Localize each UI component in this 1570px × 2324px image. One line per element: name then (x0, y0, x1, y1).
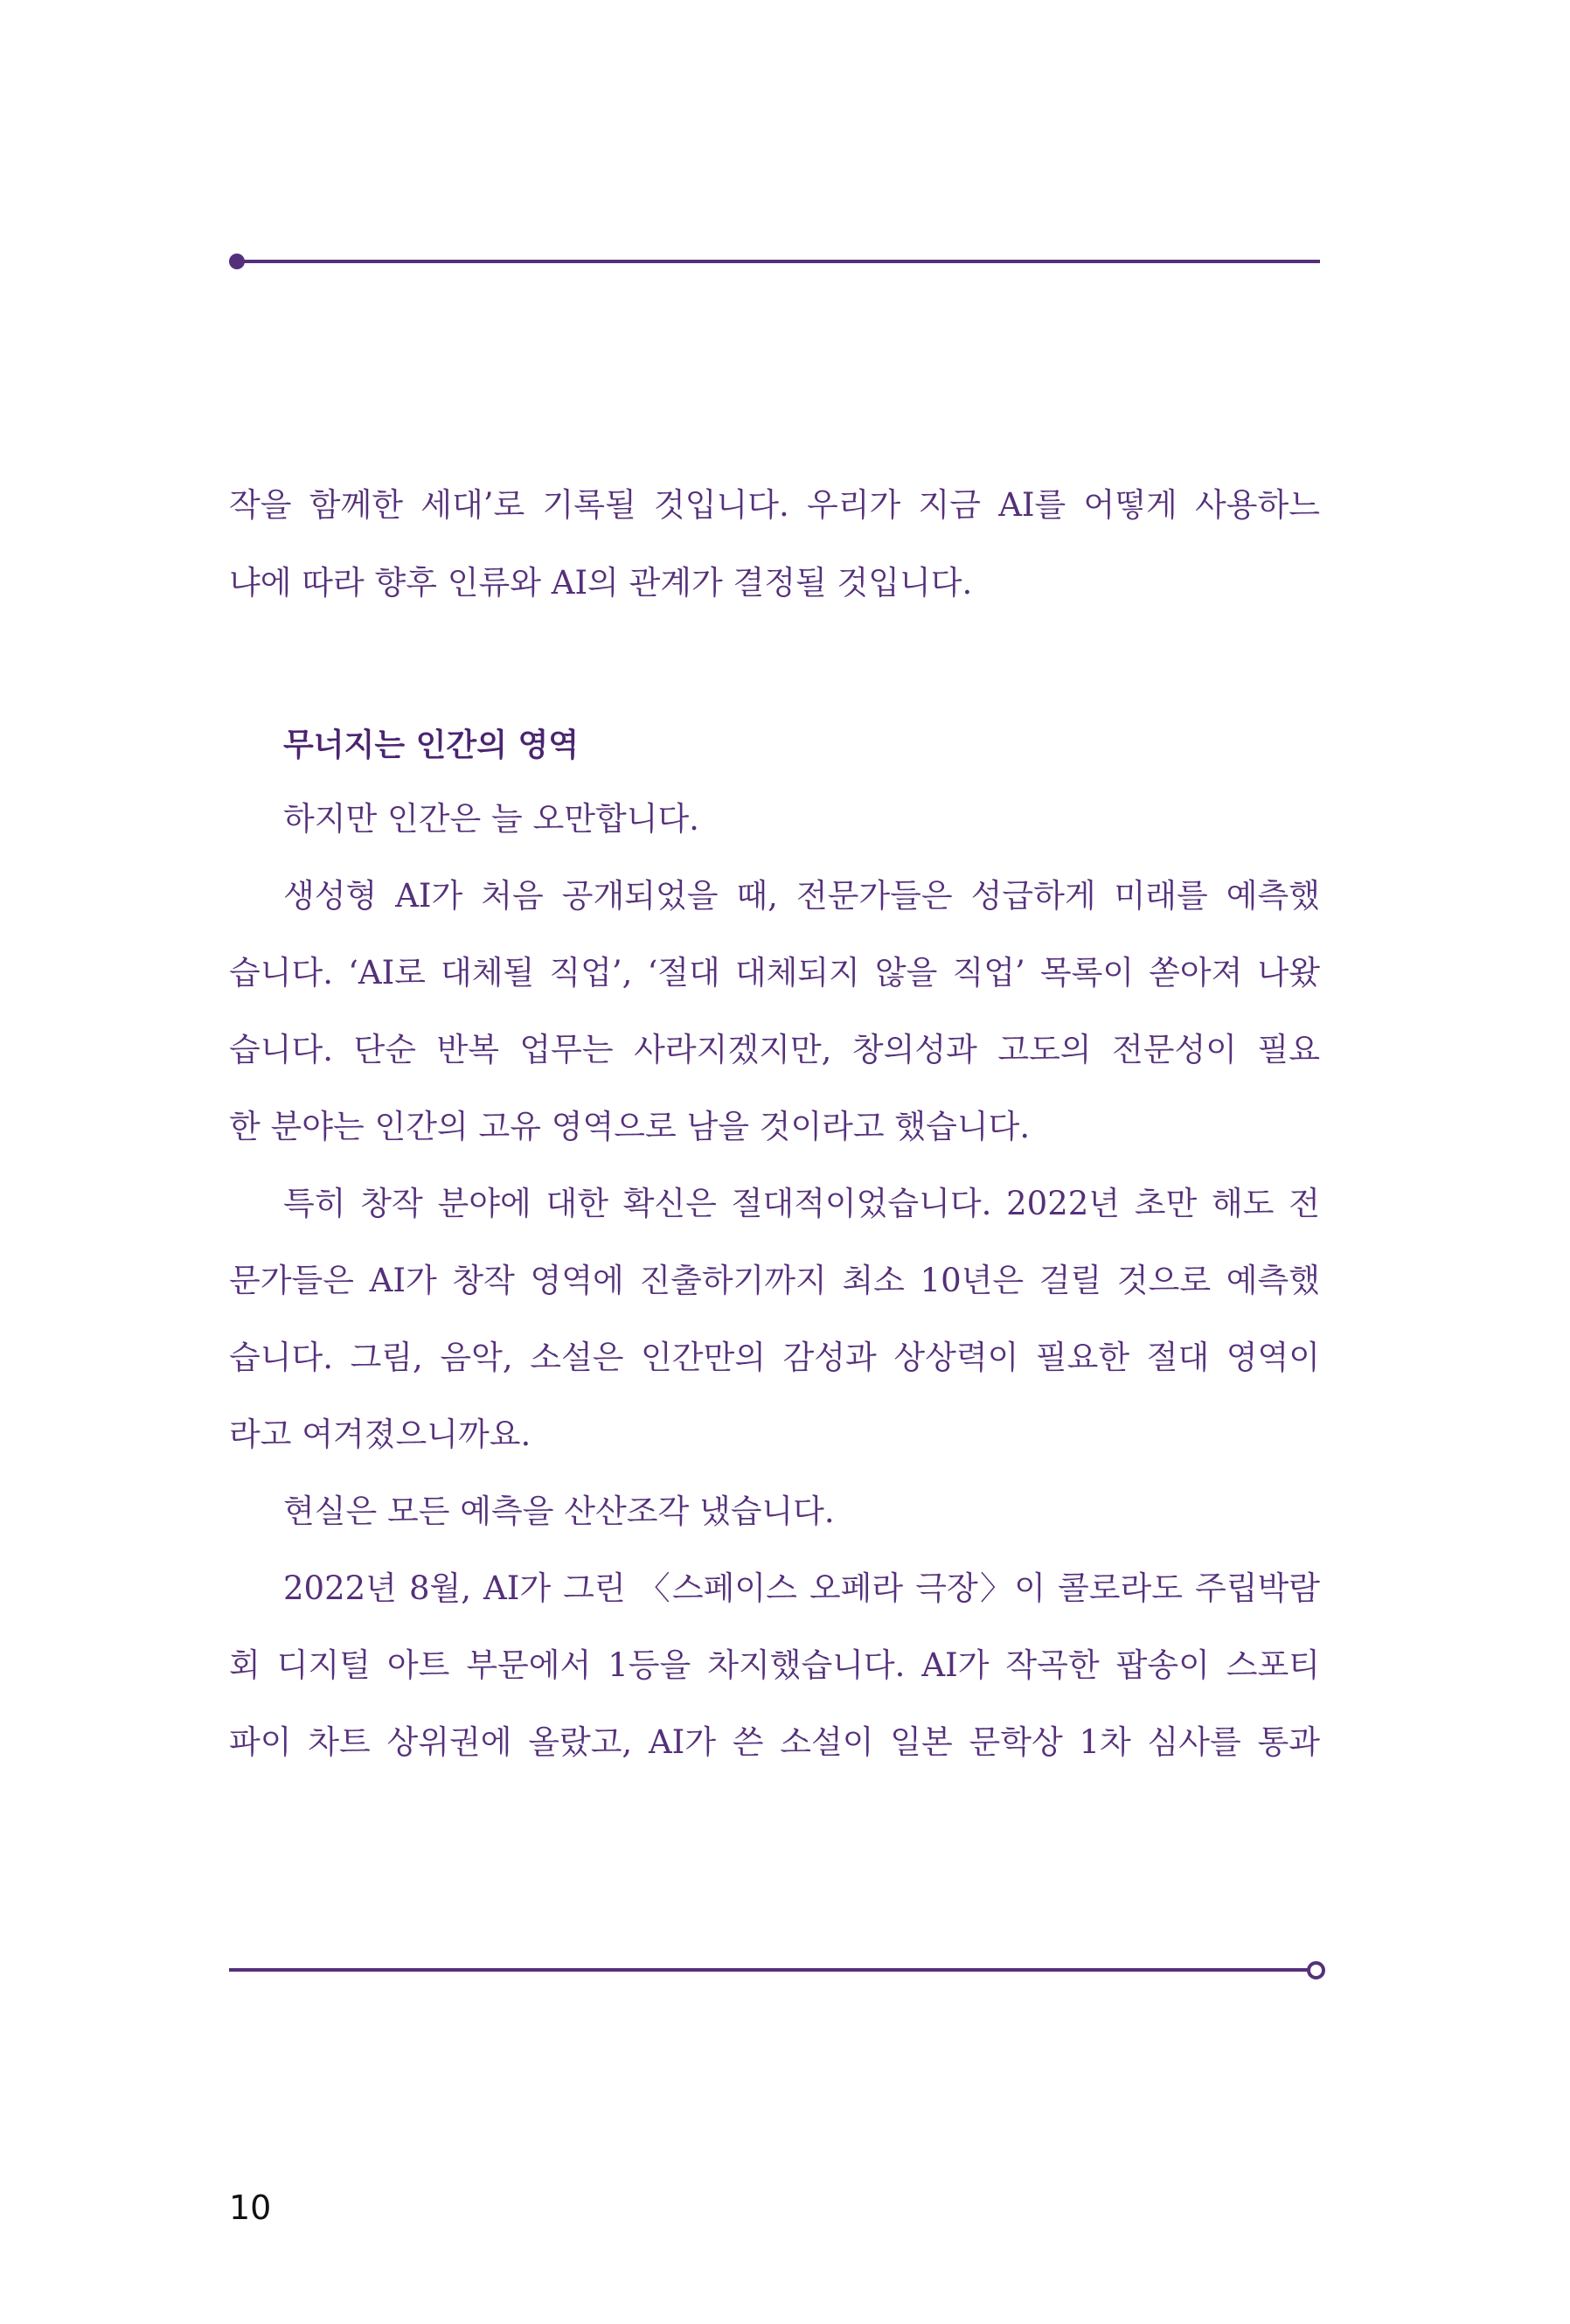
footer-rule (229, 1968, 1309, 1972)
body-line: 하지만 인간은 늘 오만합니다. (283, 800, 699, 838)
body-line: 생성형 AI가 처음 공개되었을 때, 전문가들은 성급하게 미래를 예측했 (283, 877, 1320, 915)
body-line: 습니다. 단순 반복 업무는 사라지겠지만, 창의성과 고도의 전문성이 필요 (229, 1031, 1320, 1068)
body-line: 회 디지털 아트 부문에서 1등을 차지했습니다. AI가 작곡한 팝송이 스포티 (229, 1646, 1320, 1684)
body-line: 습니다. ‘AI로 대체될 직업’, ‘절대 대체되지 않을 직업’ 목록이 쏟아져 나왔 (229, 954, 1320, 992)
footer-rule-circle (1307, 1961, 1325, 1980)
body-line: 현실은 모든 예측을 산산조각 냈습니다. (283, 1493, 835, 1530)
body-line: 한 분야는 인간의 고유 영역으로 남을 것이라고 했습니다. (229, 1108, 1031, 1145)
header-rule (238, 260, 1320, 263)
body-line: 특히 창작 분야에 대한 확신은 절대적이었습니다. 2022년 초만 해도 전 (283, 1185, 1320, 1222)
body-line: 라고 여겨졌으니까요. (229, 1416, 531, 1453)
page-number: 10 (229, 2188, 272, 2227)
body-line: 작을 함께한 세대’로 기록될 것입니다. 우리가 지금 AI를 어떻게 사용하느 (229, 486, 1320, 524)
body-line: 문가들은 AI가 창작 영역에 진출하기까지 최소 10년은 걸릴 것으로 예측했 (229, 1262, 1320, 1299)
body-line: 냐에 따라 향후 인류와 AI의 관계가 결정될 것입니다. (229, 564, 973, 602)
body-line: 파이 차트 상위권에 올랐고, AI가 쓴 소설이 일본 문학상 1차 심사를 통과 (229, 1723, 1320, 1761)
body-line: 습니다. 그림, 음악, 소설은 인간만의 감성과 상상력이 필요한 절대 영역이 (229, 1339, 1320, 1376)
section-heading: 무너지는 인간의 영역 (283, 727, 580, 763)
body-line: 2022년 8월, AI가 그린 〈스페이스 오페라 극장〉이 콜로라도 주립박람 (283, 1569, 1320, 1607)
